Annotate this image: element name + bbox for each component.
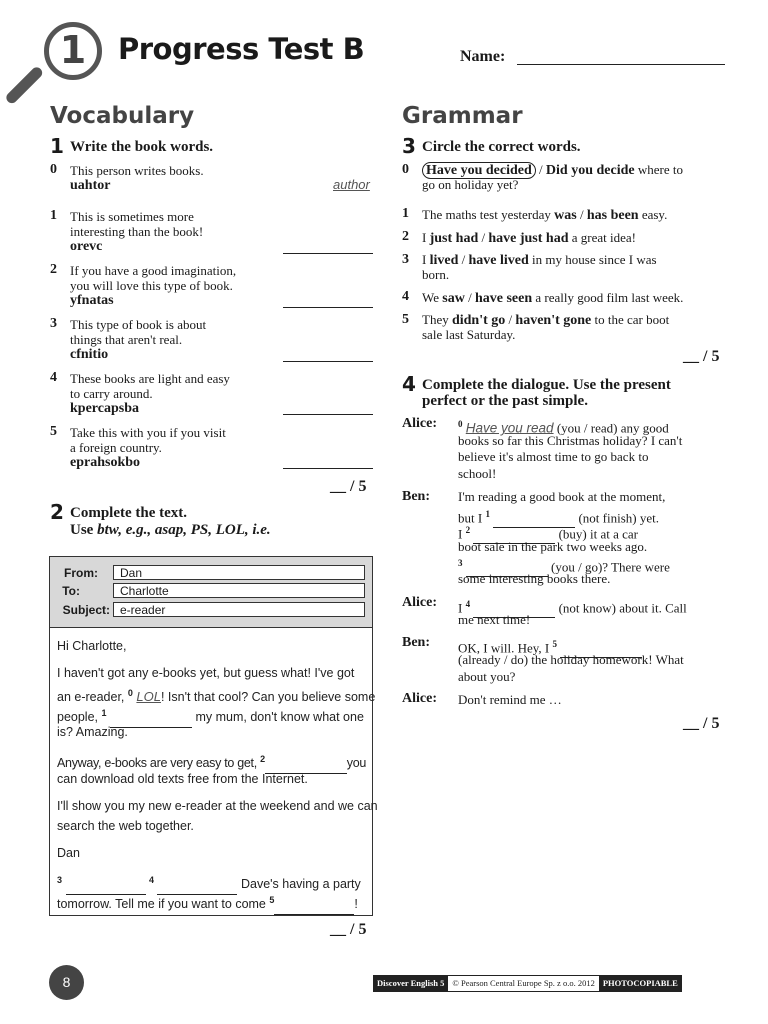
exercise-instruction: Use btw, e.g., asap, PS, LOL, i.e. [70,522,271,538]
email-text: I haven't got any e-books yet, but guess what! I've got [57,666,355,680]
scrambled-word: cfnitio [70,347,109,362]
email-text: I'll show you my new e-reader at the weekend and we can [57,799,378,813]
book-name: Discover English 5 [373,975,448,992]
item-clue: things that aren't real. [70,332,183,347]
dialogue-line: books so far this Christmas holiday? I can't [458,433,683,448]
item-number: 5 [50,424,57,439]
name-label: Name: [460,48,506,65]
grammar-item: I just had / have just had a great idea! [422,230,636,246]
grammar-item: They didn't go / haven't gone to the car boot [422,312,670,328]
scrambled-word: yfnatas [70,293,114,308]
answer-field[interactable] [283,361,373,362]
email-text: people, $^1$ my mum, don't know what one [57,703,364,728]
dialogue-line: boot sale in the park two weeks ago. [458,539,648,554]
item-clue: These books are light and easy [70,371,230,386]
score: __ / 5 [330,478,367,495]
grammar-item: We saw / have seen a really good film last week. [422,290,684,306]
item-number: 2 [402,229,409,244]
scrambled-word: orevc [70,239,103,254]
item-number: 4 [402,289,409,304]
scrambled-word: uahtor [70,178,111,193]
scrambled-word: eprahsokbo [70,455,141,470]
copyright: © Pearson Central Europe Sp. z o.o. 2012 [448,975,598,992]
option-1[interactable]: saw [442,291,465,306]
dialogue-line: but I $^1$ (not finish) yet. [458,506,659,528]
option-2[interactable]: have just had [488,231,569,246]
item-number: 1 [402,206,409,221]
exercise-instruction: perfect or the past simple. [422,393,588,409]
item-clue: interesting than the book! [70,224,204,239]
dialogue-line: (already / do) the holiday homework! What [458,652,684,667]
item-clue: Take this with you if you visit [70,425,226,440]
example-answer: author [333,177,370,192]
subject-field: e-reader [113,602,365,617]
page-title: Progress Test B [118,32,365,66]
item-clue: This is sometimes more [70,209,194,224]
option-1[interactable]: was [554,208,577,223]
email-text: an e-reader, $^0$ LOL! Isn't that cool? Can you believe some [57,688,376,705]
email-text: search the web together. [57,819,194,833]
exercise-number: 1 [50,134,64,158]
dialogue-line: me next time! [458,612,531,627]
grammar-item: The maths test yesterday was / has been easy. [422,207,668,223]
dialogue-line: school! [458,466,497,481]
option-2[interactable]: have lived [468,253,529,268]
item-clue: This person writes books. [70,163,204,178]
to-field: Charlotte [113,583,365,598]
dialogue-line: I $^4$ (not know) about it. Call [458,596,687,618]
page-number: 8 [49,965,84,1000]
unit-number: 1 [59,28,87,72]
score: __ / 5 [683,348,720,365]
exercise-instruction: Complete the dialogue. Use the present [422,377,671,393]
magnifier-handle-icon [4,65,44,105]
speaker-label: Alice: [402,691,437,706]
subject-label: Subject: [62,603,110,617]
grammar-item: sale last Saturday. [422,327,516,342]
option-1[interactable]: just had [429,231,479,246]
item-clue: to carry around. [70,386,153,401]
dialogue-line: I $^2$ (buy) it at a car [458,522,638,544]
gap-field[interactable] [274,894,354,915]
exercise-number: 3 [402,134,416,158]
scrambled-word: kpercapsba [70,401,139,416]
grammar-heading: Grammar [402,103,523,129]
email-signoff: Dan [57,846,80,860]
item-clue: If you have a good imagination, [70,263,237,278]
item-number: 0 [50,162,57,177]
example-answer: Have you read [465,420,554,436]
item-number: 3 [50,316,57,331]
answer-field[interactable] [283,468,373,469]
email-text: can download old texts free from the Internet. [57,772,308,786]
score: __ / 5 [330,921,367,938]
dialogue-line: $^0$ Have you read (you / read) any good [458,419,669,436]
option-1[interactable]: lived [429,253,459,268]
answer-field[interactable] [283,414,373,415]
dialogue-line: I'm reading a good book at the moment, [458,489,666,504]
exercise-number: 4 [402,372,416,396]
speaker-label: Alice: [402,416,437,431]
option-2[interactable]: has been [586,208,639,223]
vocabulary-heading: Vocabulary [50,103,195,129]
speaker-label: Ben: [402,489,430,504]
exercise-instruction: Circle the correct words. [422,139,581,155]
answer-field[interactable] [283,253,373,254]
email-text: $^3$ $^4$ Dave's having a party [57,870,361,895]
circled-example: Have you decided [422,162,536,179]
option-2[interactable]: have seen [474,291,533,306]
email-text: is? Amazing. [57,725,128,739]
dialogue-line: OK, I will. Hey, I $^5$ [458,636,642,658]
email-text: tomorrow. Tell me if you want to come $^5$ ! [57,890,358,915]
name-field[interactable] [517,64,725,65]
exercise-number: 2 [50,500,64,524]
email-greeting: Hi Charlotte, [57,639,127,653]
exercise-instruction: Complete the text. [70,505,188,521]
dialogue-line: about you? [458,669,516,684]
exercise-instruction: Write the book words. [70,139,214,155]
item-clue: you will love this type of book. [70,278,233,293]
email-text: Anyway, e-books are very easy to get, $^2$ you [57,749,366,774]
item-number: 3 [402,252,409,267]
item-number: 4 [50,370,57,385]
score: __ / 5 [683,715,720,732]
dialogue-line: some interesting books there. [458,571,611,586]
example-answer: LOL [136,689,161,705]
option-2[interactable]: haven't gone [515,313,592,328]
grammar-item: I lived / have lived in my house since I was [422,252,657,268]
item-number: 0 [402,162,409,177]
grammar-item: go on holiday yet? [422,177,519,192]
footer-bar [373,975,682,992]
speaker-label: Alice: [402,595,437,610]
item-number: 5 [402,312,409,327]
grammar-item: Have you decided / Did you decide where to [422,162,683,178]
from-label: From: [64,566,98,580]
photocopiable-label: PHOTOCOPIABLE [599,975,682,992]
grammar-item: born. [422,267,450,282]
to-label: To: [62,584,80,598]
item-clue: This type of book is about [70,317,207,332]
option-1[interactable]: didn't go [451,313,506,328]
item-number: 2 [50,262,57,277]
speaker-label: Ben: [402,635,430,650]
dialogue-line: believe it's almost time to go back to [458,449,649,464]
dialogue-line: Don't remind me … [458,692,562,707]
dialogue-line: $^3$ (you / go)? There were [458,555,670,577]
answer-field[interactable] [283,307,373,308]
item-clue: a foreign country. [70,440,162,455]
item-number: 1 [50,208,57,223]
from-field: Dan [113,565,365,580]
